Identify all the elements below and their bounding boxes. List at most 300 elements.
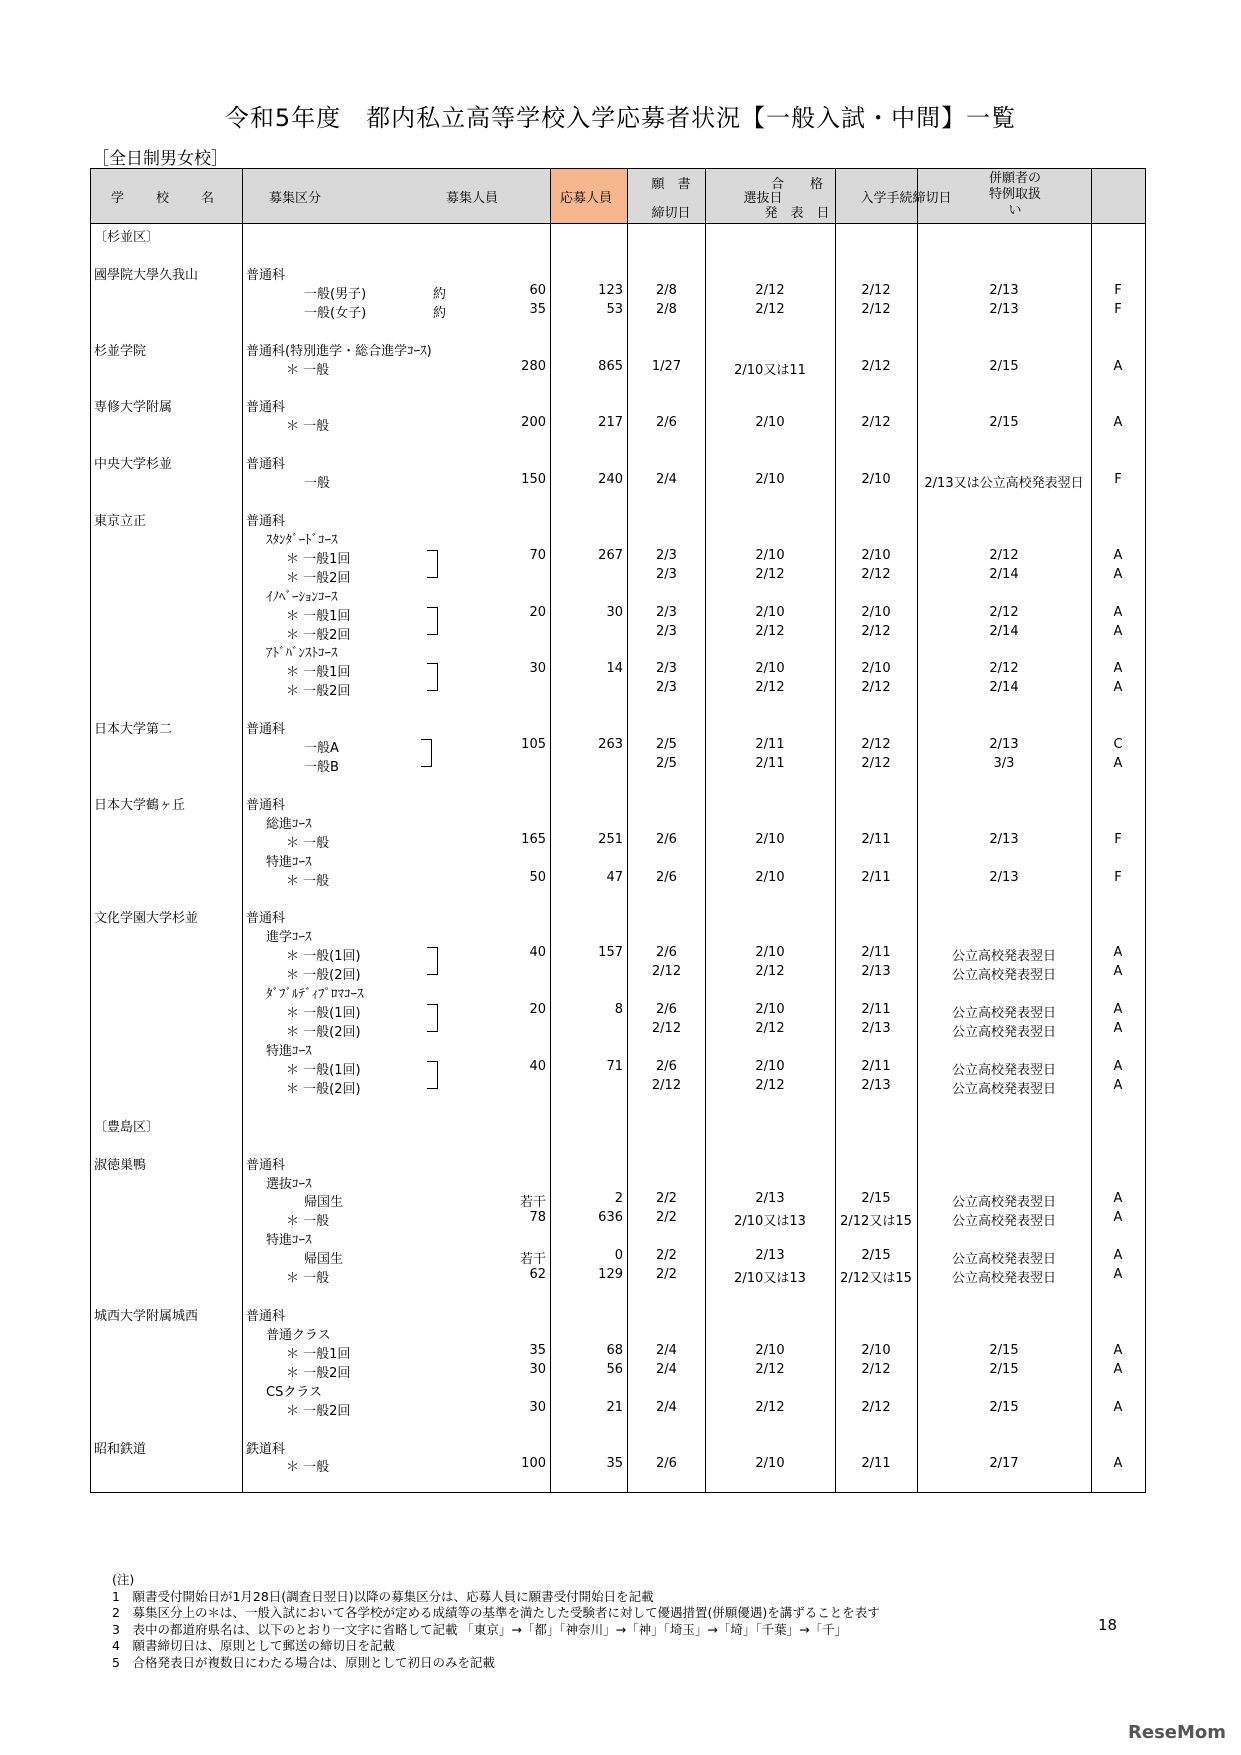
school-name: 中央大学杉並	[94, 457, 173, 473]
header-enroll: 入学手続締切日	[860, 191, 952, 206]
table-row	[91, 1096, 1147, 1115]
table-row	[91, 641, 1147, 660]
selection-date: 2/12	[755, 680, 785, 696]
selection-date: 2/12	[755, 301, 785, 317]
special-code: A	[1113, 1058, 1123, 1074]
division-label: 普通クラス	[266, 1327, 331, 1343]
division-label: 普通科	[246, 722, 286, 738]
applicants-value: 217	[598, 415, 623, 431]
division-label: CSクラス	[266, 1384, 322, 1400]
result-date: 2/12	[861, 1399, 891, 1415]
table-row	[91, 339, 1147, 358]
header-selection: 選抜日	[743, 191, 783, 206]
enroll-deadline: 3/3	[993, 756, 1015, 772]
selection-date: 2/11	[755, 737, 785, 753]
enroll-deadline: 2/13	[989, 737, 1019, 753]
enroll-deadline: 公立高校発表翌日	[951, 1025, 1056, 1041]
table-row	[91, 1455, 1147, 1474]
table-row	[91, 774, 1147, 793]
result-date: 2/10	[861, 661, 891, 677]
applicants-value: 14	[606, 661, 623, 677]
division-label: ｽﾀﾝﾀﾞｰﾄﾞｺｰｽ	[266, 532, 338, 548]
enroll-deadline: 公立高校発表翌日	[951, 1006, 1056, 1022]
division-label: 選抜ｺｰｽ	[266, 1176, 312, 1192]
division-label: ＊ 一般	[286, 1460, 330, 1476]
table-row	[91, 263, 1147, 282]
deadline-value: 2/3	[656, 547, 677, 563]
division-label: ＊ 一般(2回)	[286, 968, 361, 984]
school-name: 〔豊島区〕	[94, 1119, 160, 1135]
selection-date: 2/10又は11	[734, 362, 806, 378]
division-label: 鉄道科	[246, 1441, 286, 1457]
deadline-value: 2/2	[656, 1210, 677, 1226]
selection-date: 2/12	[755, 623, 785, 639]
enroll-deadline: 2/12	[989, 604, 1019, 620]
special-code: F	[1114, 831, 1122, 847]
enroll-deadline: 2/15	[989, 1342, 1019, 1358]
result-date: 2/12	[861, 301, 891, 317]
special-code: A	[1113, 623, 1123, 639]
table-row	[91, 623, 1147, 642]
special-code: A	[1113, 1361, 1123, 1377]
table-row	[91, 528, 1147, 547]
division-label: 普通科	[246, 513, 286, 529]
division-label: ＊ 一般(2回)	[286, 1081, 361, 1097]
table-row	[91, 282, 1147, 301]
table-row	[91, 1134, 1147, 1153]
selection-date: 2/12	[755, 964, 785, 980]
school-name: 東京立正	[94, 513, 147, 529]
deadline-value: 2/3	[656, 566, 677, 582]
table-row	[91, 301, 1147, 320]
enroll-deadline: 2/13	[989, 869, 1019, 885]
deadline-value: 2/4	[656, 1361, 677, 1377]
enroll-deadline: 公立高校発表翌日	[951, 1195, 1056, 1211]
result-date: 2/11	[861, 831, 891, 847]
special-code: A	[1113, 547, 1123, 563]
quota-value: 35	[529, 1342, 546, 1358]
result-date: 2/10	[861, 472, 891, 488]
quota-value: 78	[529, 1210, 546, 1226]
table-row	[91, 490, 1147, 509]
result-date: 2/10	[861, 547, 891, 563]
approx-mark: 約	[433, 286, 447, 302]
table-row	[91, 566, 1147, 585]
division-label: 進学ｺｰｽ	[266, 930, 312, 946]
table-row	[91, 471, 1147, 490]
quota-value: 70	[529, 547, 546, 563]
note-line: 4 願書締切日は、原則として郵送の締切日を記載	[112, 1638, 395, 1653]
school-name: 専修大学附属	[94, 400, 173, 416]
quota-value: 50	[529, 869, 546, 885]
header-deadline-bottom: 締切日	[651, 206, 691, 221]
school-name: 文化学園大学杉並	[94, 911, 199, 927]
special-code: A	[1113, 680, 1123, 696]
table-row	[91, 1209, 1147, 1228]
division-label: 普通科	[246, 1157, 286, 1173]
special-code: F	[1114, 301, 1122, 317]
quota-value: 若干	[519, 1252, 546, 1268]
deadline-value: 2/2	[656, 1191, 677, 1207]
quota-value: 280	[521, 358, 546, 374]
selection-date: 2/10	[755, 831, 785, 847]
deadline-value: 2/4	[656, 1342, 677, 1358]
special-code: C	[1113, 737, 1123, 753]
table-row	[91, 1361, 1147, 1380]
deadline-value: 2/3	[656, 680, 677, 696]
special-code: A	[1113, 1002, 1123, 1018]
selection-date: 2/12	[755, 1021, 785, 1037]
division-label: ＊ 一般	[286, 1214, 330, 1230]
deadline-value: 2/5	[656, 756, 677, 772]
division-label: ＊ 一般2回	[286, 1365, 351, 1381]
deadline-value: 2/6	[656, 831, 677, 847]
applicants-value: 240	[598, 472, 623, 488]
division-label: 特進ｺｰｽ	[266, 854, 312, 870]
division-label: ＊ 一般	[286, 835, 330, 851]
note-line: 1 願書受付開始日が1月28日(調査日翌日)以降の募集区分は、応募人員に願書受付開始日を記載	[112, 1588, 654, 1604]
selection-date: 2/12	[755, 1399, 785, 1415]
note-line: 3 表中の都道府県名は、以下のとおり一文字に省略して記載 「東京」→「都」「神奈川」→「神」「埼玉」→「埼」「千葉」→「千」	[112, 1621, 848, 1637]
division-label: ＊ 一般2回	[286, 684, 351, 700]
school-name: 日本大学鶴ヶ丘	[94, 797, 186, 813]
division-label: ＊ 一般(2回)	[286, 1025, 361, 1041]
division-label: 一般A	[304, 741, 339, 757]
result-date: 2/10	[861, 604, 891, 620]
enroll-deadline: 公立高校発表翌日	[951, 1214, 1056, 1230]
table-row	[91, 1266, 1147, 1285]
applicants-value: 267	[598, 547, 623, 563]
selection-date: 2/12	[755, 566, 785, 582]
quota-value: 35	[529, 301, 546, 317]
result-date: 2/13	[861, 1021, 891, 1037]
table-row	[91, 869, 1147, 888]
deadline-value: 2/12	[651, 1021, 682, 1037]
special-code: A	[1113, 1267, 1123, 1283]
result-date: 2/12	[861, 282, 891, 298]
quota-value: 20	[529, 604, 546, 620]
table-row	[91, 1077, 1147, 1096]
quota-value: 20	[529, 1002, 546, 1018]
header-deadline-top: 願 書	[651, 177, 691, 192]
enroll-deadline: 2/12	[989, 547, 1019, 563]
enroll-deadline: 2/14	[989, 566, 1019, 582]
division-label: 普通科	[246, 457, 286, 473]
division-label: ＊ 一般1回	[286, 608, 351, 624]
table-row	[91, 1115, 1147, 1134]
applicants-value: 263	[598, 737, 623, 753]
applicants-value: 2	[614, 1191, 623, 1207]
school-name: 昭和鉄道	[94, 1441, 147, 1457]
quota-value: 105	[521, 737, 546, 753]
deadline-value: 2/12	[651, 1077, 682, 1093]
special-code: A	[1113, 1021, 1123, 1037]
deadline-value: 2/8	[656, 282, 677, 298]
result-date: 2/15	[861, 1191, 891, 1207]
selection-date: 2/13	[755, 1191, 785, 1207]
enroll-deadline: 2/14	[989, 623, 1019, 639]
division-label: 普通科	[246, 797, 286, 813]
quota-value: 30	[529, 1399, 546, 1415]
quota-value: 30	[529, 661, 546, 677]
division-label: 帰国生	[304, 1195, 344, 1211]
school-name: 杉並学院	[94, 343, 147, 359]
special-code: A	[1113, 1077, 1123, 1093]
table-row	[91, 1342, 1147, 1361]
note-line: (注)	[112, 1572, 135, 1587]
table-row	[91, 320, 1147, 339]
result-date: 2/10	[861, 1342, 891, 1358]
table-row	[91, 1153, 1147, 1172]
table-row	[91, 1323, 1147, 1342]
table-row	[91, 604, 1147, 623]
division-label: 一般(男子)	[304, 286, 367, 302]
table-row	[91, 1228, 1147, 1247]
applicants-value: 21	[606, 1399, 623, 1415]
result-date: 2/12	[861, 623, 891, 639]
table-row	[91, 244, 1147, 263]
division-label: 特進ｺｰｽ	[266, 1233, 312, 1249]
division-label: 普通科	[246, 1309, 286, 1324]
applicants-value: 53	[606, 301, 623, 317]
special-code: A	[1113, 1248, 1123, 1264]
applicants-value: 30	[606, 604, 623, 620]
table-row	[91, 1437, 1147, 1456]
table-row	[91, 1172, 1147, 1191]
special-code: F	[1114, 869, 1122, 885]
result-date: 2/11	[861, 1002, 891, 1018]
quota-value: 62	[529, 1267, 546, 1283]
quota-value: 若干	[519, 1195, 546, 1211]
enroll-deadline: 2/15	[989, 1361, 1019, 1377]
applicants-value: 251	[598, 831, 623, 847]
applicants-value: 636	[598, 1210, 623, 1226]
selection-date: 2/13	[755, 1248, 785, 1264]
note-line: 2 募集区分上の＊は、一般入試において各学校が定める成績等の基準を満たした受験者に対して優遇措置(併願優遇)を講ずることを表す	[112, 1605, 880, 1620]
division-label: ＊ 一般2回	[286, 570, 351, 586]
table-row	[91, 395, 1147, 414]
selection-date: 2/10	[755, 1002, 785, 1018]
division-label: 普通科	[246, 911, 286, 927]
deadline-value: 2/3	[656, 623, 677, 639]
school-name: 國學院大學久我山	[94, 267, 199, 283]
division-label: 帰国生	[304, 1252, 344, 1268]
special-code: A	[1113, 415, 1123, 431]
division-label: 一般(女子)	[304, 305, 367, 321]
applicants-value: 68	[606, 1342, 623, 1358]
enroll-deadline: 公立高校発表翌日	[951, 1271, 1056, 1287]
table-row	[91, 850, 1147, 869]
table-row	[91, 1285, 1147, 1304]
table-row	[91, 906, 1147, 925]
selection-date: 2/12	[755, 1077, 785, 1093]
table-row	[91, 812, 1147, 831]
result-date: 2/12	[861, 358, 891, 374]
page-title: 令和5年度 都内私立高等学校入学応募者状況【一般入試・中間】一覧	[224, 104, 1017, 132]
division-label: ＊ 一般(1回)	[286, 1062, 361, 1078]
resemom-logo: ReseMom	[1128, 1722, 1227, 1743]
applicants-value: 71	[606, 1058, 623, 1074]
table-row	[91, 679, 1147, 698]
division-label: ＊ 一般2回	[286, 1403, 351, 1419]
division-label: ＊ 一般	[286, 873, 330, 889]
table-row	[91, 831, 1147, 850]
division-label: ＊ 一般	[286, 1271, 330, 1287]
quota-value: 60	[529, 282, 546, 298]
header-applicants: 応募人員	[560, 191, 613, 206]
special-code: A	[1113, 604, 1123, 620]
enroll-deadline: 2/14	[989, 680, 1019, 696]
enroll-deadline: 公立高校発表翌日	[951, 1252, 1056, 1268]
applicants-value: 47	[606, 869, 623, 885]
deadline-value: 2/4	[656, 472, 677, 488]
school-name: 〔杉並区〕	[94, 230, 160, 245]
division-label: 普通科	[246, 267, 286, 283]
table-row	[91, 433, 1147, 452]
table-row	[91, 963, 1147, 982]
division-label: ｲﾉﾍﾞｰｼｮﾝｺｰｽ	[266, 589, 338, 605]
enroll-deadline: 2/15	[989, 1399, 1019, 1415]
result-date: 2/12又は15	[840, 1271, 912, 1287]
enroll-deadline: 2/13又は公立高校発表翌日	[924, 476, 1084, 492]
selection-date: 2/10	[755, 661, 785, 677]
division-label: ＊ 一般(1回)	[286, 1006, 361, 1022]
result-date: 2/12	[861, 680, 891, 696]
selection-date: 2/10	[755, 1456, 785, 1472]
selection-date: 2/10	[755, 472, 785, 488]
special-code: A	[1113, 661, 1123, 677]
enroll-deadline: 公立高校発表翌日	[951, 949, 1056, 965]
special-code: A	[1113, 1342, 1123, 1358]
special-code: A	[1113, 964, 1123, 980]
header-school: 学 校 名	[111, 191, 217, 206]
result-date: 2/11	[861, 1058, 891, 1074]
selection-date: 2/10	[755, 415, 785, 431]
division-label: ﾀﾞﾌﾞﾙﾃﾞｨﾌﾟﾛﾏｺｰｽ	[266, 987, 364, 1003]
table-row	[91, 585, 1147, 604]
table-row	[91, 982, 1147, 1001]
special-code: F	[1114, 472, 1122, 488]
division-label: 総進ｺｰｽ	[266, 816, 312, 832]
special-code: A	[1113, 1456, 1123, 1472]
result-date: 2/12	[861, 737, 891, 753]
table-row	[91, 1058, 1147, 1077]
result-date: 2/11	[861, 869, 891, 885]
division-label: 普通科(特別進学・総合進学ｺｰｽ)	[246, 343, 432, 359]
special-code: A	[1113, 945, 1123, 961]
selection-date: 2/11	[755, 756, 785, 772]
page-number: 18	[1098, 1616, 1118, 1634]
division-label: 一般B	[304, 760, 339, 776]
table-row	[91, 1399, 1147, 1418]
result-date: 2/12	[861, 756, 891, 772]
table-row	[91, 736, 1147, 755]
applicants-value: 123	[598, 282, 623, 298]
enroll-deadline: 2/13	[989, 301, 1019, 317]
header-result-bottom: 発 表 日	[764, 206, 830, 221]
applicants-value: 865	[598, 358, 623, 374]
table-row	[91, 376, 1147, 395]
enroll-deadline: 2/13	[989, 831, 1019, 847]
table-row	[91, 1190, 1147, 1209]
table-row	[91, 509, 1147, 528]
division-label: ｱﾄﾞﾊﾞﾝｽﾄｺｰｽ	[266, 646, 338, 662]
table-row	[91, 1039, 1147, 1058]
selection-date: 2/10	[755, 945, 785, 961]
selection-date: 2/12	[755, 282, 785, 298]
table-header	[91, 169, 1145, 224]
deadline-value: 2/4	[656, 1399, 677, 1415]
deadline-value: 2/12	[651, 964, 682, 980]
deadline-value: 2/8	[656, 301, 677, 317]
result-date: 2/12又は15	[840, 1214, 912, 1230]
table-row	[91, 925, 1147, 944]
applicants-value: 8	[614, 1002, 623, 1018]
special-code: A	[1113, 756, 1123, 772]
quota-value: 150	[521, 472, 546, 488]
special-code: A	[1113, 566, 1123, 582]
table-row	[91, 358, 1147, 377]
selection-date: 2/10	[755, 1058, 785, 1074]
division-label: 普通科	[246, 400, 286, 416]
notes	[112, 1572, 880, 1671]
deadline-value: 2/5	[656, 737, 677, 753]
deadline-value: 2/6	[656, 1002, 677, 1018]
deadline-value: 2/3	[656, 604, 677, 620]
division-label: ＊ 一般2回	[286, 627, 351, 643]
result-date: 2/13	[861, 1077, 891, 1093]
applicants-value: 129	[598, 1267, 623, 1283]
deadline-value: 2/6	[656, 869, 677, 885]
quota-value: 100	[521, 1456, 546, 1472]
admissions-table	[90, 168, 1146, 1493]
selection-date: 2/10	[755, 1342, 785, 1358]
deadline-value: 2/2	[656, 1267, 677, 1283]
applicants-value: 35	[606, 1456, 623, 1472]
header-quota: 募集人員	[446, 191, 499, 206]
note-line: 5 合格発表日が複数日にわたる場合は、原則として初日のみを記載	[112, 1654, 495, 1670]
selection-date: 2/10	[755, 604, 785, 620]
quota-value: 165	[521, 831, 546, 847]
special-code: F	[1114, 282, 1122, 298]
deadline-value: 2/2	[656, 1248, 677, 1264]
quota-value: 40	[529, 1058, 546, 1074]
school-name: 淑徳巣鴨	[94, 1157, 147, 1173]
approx-mark: 約	[433, 305, 447, 321]
deadline-value: 2/6	[656, 415, 677, 431]
deadline-value: 1/27	[651, 358, 682, 374]
selection-date: 2/10又は13	[734, 1271, 806, 1287]
table-row	[91, 1001, 1147, 1020]
result-date: 2/11	[861, 945, 891, 961]
table-row	[91, 944, 1147, 963]
special-code: A	[1113, 1399, 1123, 1415]
division-label: 一般	[304, 476, 331, 492]
enroll-deadline: 2/15	[989, 358, 1019, 374]
selection-date: 2/10又は13	[734, 1214, 806, 1230]
table-row	[91, 1020, 1147, 1039]
quota-value: 40	[529, 945, 546, 961]
enroll-deadline: 公立高校発表翌日	[951, 1062, 1056, 1078]
enroll-deadline: 2/15	[989, 415, 1019, 431]
enroll-deadline: 公立高校発表翌日	[951, 1081, 1056, 1097]
deadline-value: 2/6	[656, 1456, 677, 1472]
division-label: ＊ 一般(1回)	[286, 949, 361, 965]
selection-date: 2/12	[755, 1361, 785, 1377]
table-row	[91, 547, 1147, 566]
result-date: 2/13	[861, 964, 891, 980]
enroll-deadline: 2/17	[989, 1456, 1019, 1472]
